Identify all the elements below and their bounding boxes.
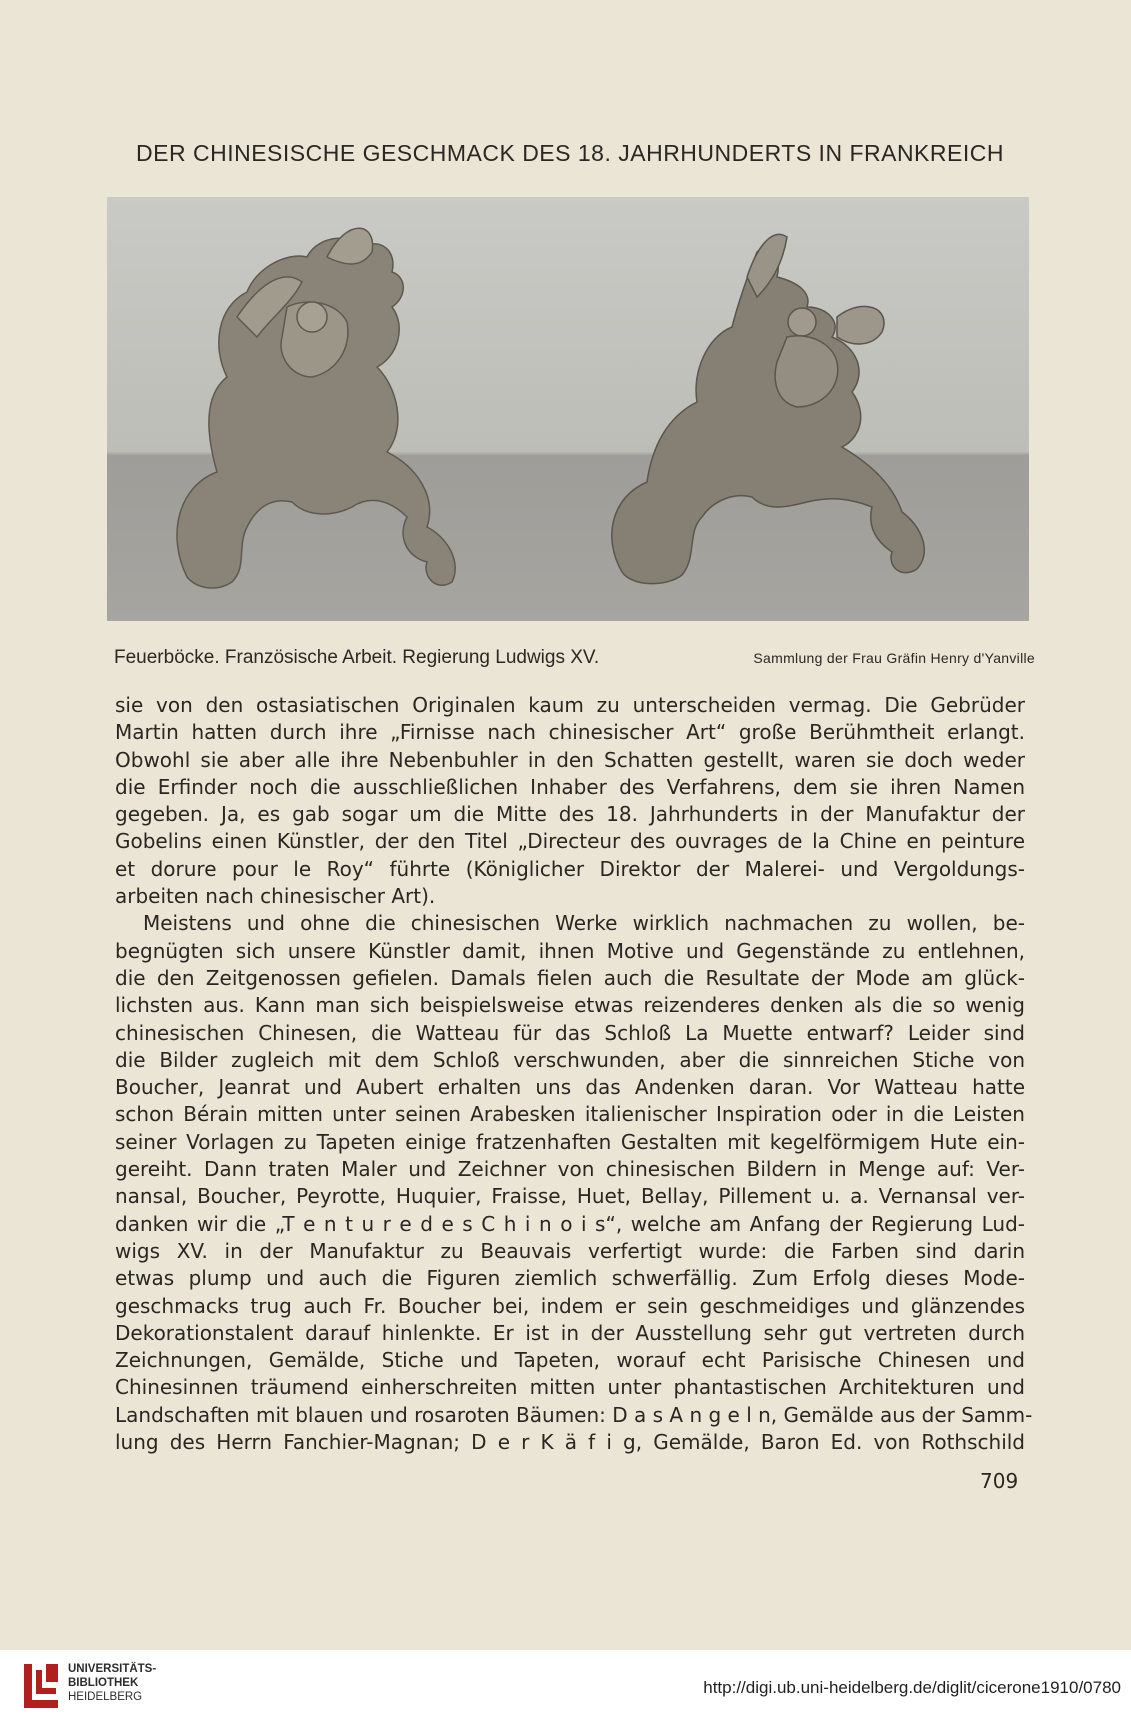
- text-line: nansal, Boucher, Peyrotte, Huquier, Fraisse, Huet, Bellay, Pillement u. a. Vernansal ver-: [115, 1184, 1025, 1209]
- text-line: chinesischen Chinesen, die Watteau für das Schloß La Muette entwarf? Leider sind: [115, 1020, 1025, 1045]
- text-line: wigs XV. in der Manufaktur zu Beauvais verfertigt wurde: die Farben sind darin: [115, 1238, 1025, 1263]
- university-library-logo-icon: [18, 1656, 64, 1712]
- text-line: Obwohl sie aber alle ihre Nebenbuhler in den Schatten gestellt, waren sie doch weder: [115, 747, 1025, 772]
- text-line: sie von den ostasiatischen Originalen kaum zu unterscheiden vermag. Die Gebrüder: [115, 693, 1025, 717]
- text-line: Gobelins einen Künstler, der den Titel „Directeur des ouvrages de la Chine en peinture: [115, 829, 1025, 854]
- library-name: [68, 1662, 156, 1704]
- text-line: Meistens und ohne die chinesischen Werke wirklich nachmachen zu wollen, be-: [143, 911, 1025, 936]
- text-line: Dekorationstalent darauf hinlenkte. Er ist in der Ausstellung sehr gut vertreten durch: [115, 1320, 1025, 1345]
- andirons-photograph: [107, 197, 1029, 621]
- caption-text: Feuerböcke. Französische Arbeit. Regierung Ludwigs XV.: [114, 647, 600, 668]
- plate-caption: [110, 647, 1035, 675]
- text-line: arbeiten nach chinesischer Art).: [115, 884, 436, 909]
- text-line: Chinesinnen träumend einherschreiten mitten unter phantastischen Architekturen und: [115, 1375, 1025, 1400]
- text-line: gereiht. Dann traten Maler und Zeichner von chinesischen Bildern in Menge auf: Ver-: [115, 1157, 1025, 1182]
- text-line: danken wir die „T e n t u r e d e s C h i n o i s“, welche am Anfang der Regierung Lud-: [115, 1211, 1025, 1236]
- text-line: Zeichnungen, Gemälde, Stiche und Tapeten, worauf echt Parisische Chinesen und: [115, 1348, 1025, 1373]
- text-line: Martin hatten durch ihre „Firnisse nach chinesischer Art“ große Berühmtheit erlangt.: [115, 720, 1025, 745]
- text-line: seiner Vorlagen zu Tapeten einige fratzenhaften Gestalten mit kegelförmigem Hute ein-: [115, 1129, 1025, 1154]
- text-line: Boucher, Jeanrat und Aubert erhalten uns das Andenken daran. Vor Watteau hatte: [115, 1075, 1025, 1100]
- text-line: geschmacks trug auch Fr. Boucher bei, indem er sein geschmeidiges und glänzendes: [115, 1293, 1025, 1318]
- text-line: Landschaften mit blauen und rosaroten Bäumen: D a s A n g e l n, Gemälde aus der Samm-: [115, 1402, 1033, 1427]
- library-line: UNIVERSITÄTS-: [68, 1663, 157, 1675]
- library-line: HEIDELBERG: [68, 1691, 143, 1703]
- text-line: lung des Herrn Fanchier-Magnan; D e r K ä f i g, Gemälde, Baron Ed. von Rothschild: [115, 1430, 1025, 1455]
- text-line: et dorure pour le Roy“ führte (Königlicher Direktor der Malerei- und Vergoldungs-: [115, 856, 1025, 881]
- andirons-illustration: [107, 197, 1029, 621]
- text-line: die Bilder zugleich mit dem Schloß verschwunden, aber die sinnreichen Stiche von: [115, 1047, 1025, 1072]
- text-line: begnügten sich unsere Künstler damit, ihnen Motive und Gegenstände zu entlehnen,: [115, 938, 1025, 963]
- digitization-footer: [0, 1650, 1131, 1717]
- running-head: DER CHINESISCHE GESCHMACK DES 18. JAHRHUNDERTS IN FRANKREICH: [136, 140, 1004, 166]
- library-line: BIBLIOTHEK: [68, 1677, 139, 1689]
- source-url-link[interactable]: http://digi.ub.uni-heidelberg.de/diglit/cicerone1910/0780: [703, 1678, 1121, 1697]
- text-line: schon Bérain mitten unter seinen Arabesken italienischer Inspiration oder in die Leisten: [115, 1102, 1025, 1127]
- text-line: die den Zeitgenossen gefielen. Damals fielen auch die Resultate der Mode am glück-: [115, 965, 1025, 990]
- page-number: 709: [980, 1469, 1019, 1493]
- text-line: lichsten aus. Kann man sich beispielsweise etwas reizenderes denken als die so wenig: [115, 993, 1025, 1018]
- text-line: etwas plump und auch die Figuren ziemlich schwerfällig. Zum Erfolg dieses Mode-: [115, 1266, 1025, 1291]
- text-line: gegeben. Ja, es gab sogar um die Mitte des 18. Jahrhunderts in der Manufaktur der: [115, 802, 1025, 827]
- collection-credit: Sammlung der Frau Gräfin Henry d'Yanville: [753, 650, 1035, 666]
- text-line: die Erfinder noch die ausschließlichen Inhaber des Verfahrens, dem sie ihren Namen: [115, 774, 1025, 799]
- article-body: [115, 692, 1033, 1456]
